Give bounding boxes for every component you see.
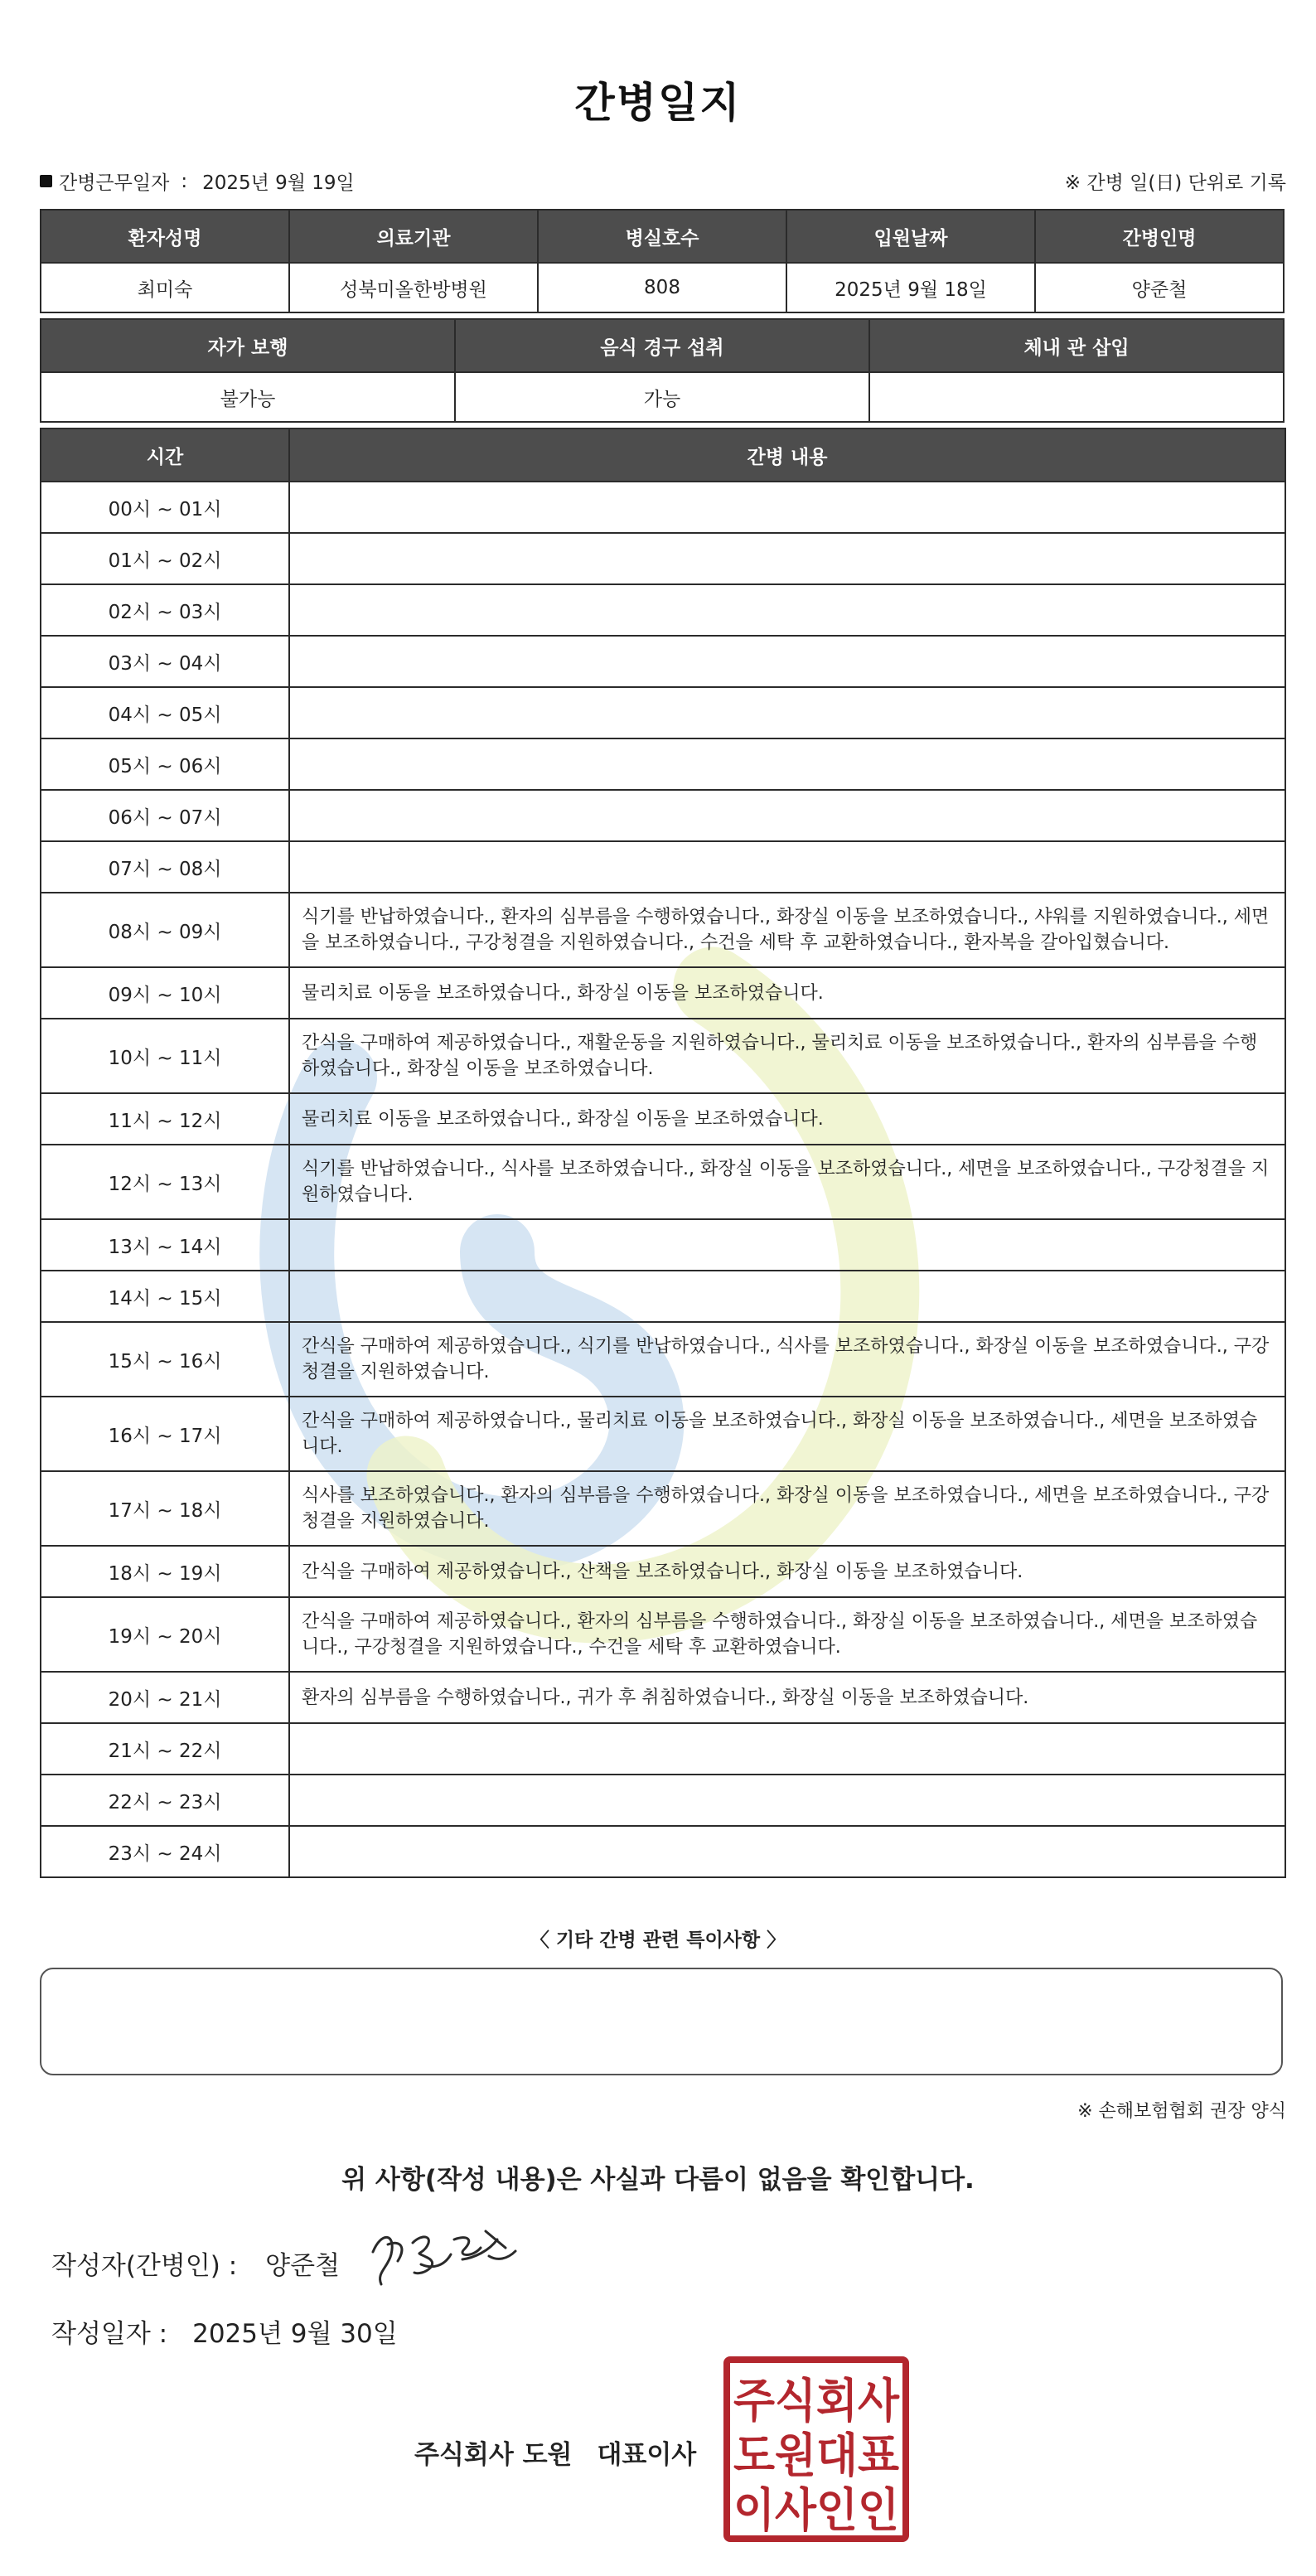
time-cell: 02시 ~ 03시 [41, 584, 289, 636]
time-cell: 19시 ~ 20시 [41, 1597, 289, 1672]
work-date-line [40, 167, 355, 195]
time-cell: 08시 ~ 09시 [41, 893, 289, 967]
form-source-note: ※ 손해보험협회 권장 양식 [1077, 2101, 1286, 2122]
page-title: 간병일지 [574, 79, 742, 127]
written-date-line [51, 2312, 398, 2350]
content-cell [289, 482, 1285, 533]
content-cell [289, 687, 1285, 738]
time-cell: 21시 ~ 22시 [41, 1723, 289, 1775]
header-patient-name: 환자성명 [41, 210, 289, 263]
special-notes-title: 〈 기타 간병 관련 특이사항 〉 [530, 1930, 786, 1951]
time-cell: 00시 ~ 01시 [41, 482, 289, 533]
care-log-table [40, 428, 1286, 1878]
company-name: 주식회사 도원 [414, 2440, 573, 2470]
seal-line-2: 도원대표 [733, 2429, 899, 2483]
time-cell: 04시 ~ 05시 [41, 687, 289, 738]
content-cell: 물리치료 이동을 보조하였습니다., 화장실 이동을 보조하였습니다. [289, 1093, 1285, 1145]
content-cell: 간식을 구매하여 제공하였습니다., 물리치료 이동을 보조하였습니다., 화장실 이동을 보조하였습니다., 세면을 보조하였습니다. [289, 1397, 1285, 1471]
oral-intake-value: 가능 [455, 372, 869, 422]
time-cell: 22시 ~ 23시 [41, 1775, 289, 1826]
writer-line [51, 2244, 340, 2282]
special-notes-box [40, 1968, 1283, 2075]
content-cell [289, 584, 1285, 636]
content-cell [289, 841, 1285, 893]
content-cell: 간식을 구매하여 제공하였습니다., 산책을 보조하였습니다., 화장실 이동을 보조하였습니다. [289, 1546, 1285, 1597]
time-cell: 23시 ~ 24시 [41, 1826, 289, 1877]
content-cell [289, 1826, 1285, 1877]
medical-institution: 성북미올한방병원 [289, 263, 538, 312]
content-cell [289, 738, 1285, 790]
confirmation-statement: 위 사항(작성 내용)은 사실과 다름이 없음을 확인합니다. [341, 2165, 975, 2195]
time-cell: 20시 ~ 21시 [41, 1672, 289, 1723]
time-cell: 01시 ~ 02시 [41, 533, 289, 584]
seal-line-3: 이사인인 [733, 2484, 899, 2538]
content-cell: 식사를 보조하였습니다., 환자의 심부름을 수행하였습니다., 화장실 이동을 보조하였습니다., 세면을 보조하였습니다., 구강청결을 지원하였습니다. [289, 1471, 1285, 1546]
time-cell: 12시 ~ 13시 [41, 1145, 289, 1219]
header-room-number: 병실호수 [538, 210, 786, 263]
signature-image [365, 2215, 522, 2298]
content-cell: 간식을 구매하여 제공하였습니다., 재활운동을 지원하였습니다., 물리치료 이동을 보조하였습니다., 환자의 심부름을 수행하였습니다., 화장실 이동을 보조하였습니다. [289, 1019, 1285, 1093]
writer-name: 양준철 [265, 2251, 341, 2281]
time-cell: 07시 ~ 08시 [41, 841, 289, 893]
content-cell: 물리치료 이동을 보조하였습니다., 화장실 이동을 보조하였습니다. [289, 967, 1285, 1019]
room-number: 808 [538, 263, 786, 312]
header-tube-insertion: 체내 관 삽입 [869, 319, 1284, 372]
caregiver-name: 양준철 [1035, 263, 1284, 312]
work-date-value: 2025년 9월 19일 [202, 172, 355, 194]
header-medical-institution: 의료기관 [289, 210, 538, 263]
patient-info-table [40, 209, 1285, 313]
content-cell [289, 1219, 1285, 1271]
company-seal-stamp [723, 2356, 910, 2543]
patient-name: 최미숙 [41, 263, 289, 312]
header-caregiver-name: 간병인명 [1035, 210, 1284, 263]
time-cell: 09시 ~ 10시 [41, 967, 289, 1019]
company-representative-title: 대표이사 [597, 2440, 697, 2470]
header-time: 시간 [41, 429, 289, 482]
admission-date: 2025년 9월 18일 [786, 263, 1035, 312]
written-date-label: 작성일자 : [51, 2319, 168, 2349]
time-cell: 05시 ~ 06시 [41, 738, 289, 790]
content-cell: 환자의 심부름을 수행하였습니다., 귀가 후 취침하였습니다., 화장실 이동을 보조하였습니다. [289, 1672, 1285, 1723]
time-cell: 06시 ~ 07시 [41, 790, 289, 841]
seal-line-1: 주식회사 [733, 2375, 900, 2428]
tube-insertion-value [869, 372, 1284, 422]
time-cell: 13시 ~ 14시 [41, 1219, 289, 1271]
content-cell [289, 1775, 1285, 1826]
work-date-colon: : [181, 170, 188, 192]
written-date-value: 2025년 9월 30일 [192, 2319, 398, 2349]
work-date-label: 간병근무일자 [59, 172, 170, 194]
unit-note: ※ 간병 일(日) 단위로 기록 [1064, 172, 1286, 194]
content-cell [289, 790, 1285, 841]
self-walking-value: 불가능 [41, 372, 455, 422]
header-care-content: 간병 내용 [289, 429, 1285, 482]
content-cell [289, 533, 1285, 584]
content-cell [289, 1723, 1285, 1775]
time-cell: 03시 ~ 04시 [41, 636, 289, 687]
time-cell: 16시 ~ 17시 [41, 1397, 289, 1471]
content-cell: 식기를 반납하였습니다., 식사를 보조하였습니다., 화장실 이동을 보조하였습니다., 세면을 보조하였습니다., 구강청결을 지원하였습니다. [289, 1145, 1285, 1219]
time-cell: 15시 ~ 16시 [41, 1322, 289, 1397]
content-cell [289, 1271, 1285, 1322]
time-cell: 10시 ~ 11시 [41, 1019, 289, 1093]
patient-status-table [40, 318, 1285, 423]
time-cell: 14시 ~ 15시 [41, 1271, 289, 1322]
content-cell [289, 636, 1285, 687]
company-line [414, 2433, 696, 2471]
content-cell: 간식을 구매하여 제공하였습니다., 환자의 심부름을 수행하였습니다., 화장실 이동을 보조하였습니다., 세면을 보조하였습니다., 구강청결을 지원하였습니다., 수건을 세탁 후 교환하였습니다. [289, 1597, 1285, 1672]
time-cell: 18시 ~ 19시 [41, 1546, 289, 1597]
header-oral-intake: 음식 경구 섭취 [455, 319, 869, 372]
time-cell: 11시 ~ 12시 [41, 1093, 289, 1145]
header-self-walking: 자가 보행 [41, 319, 455, 372]
content-cell: 간식을 구매하여 제공하였습니다., 식기를 반납하였습니다., 식사를 보조하였습니다., 화장실 이동을 보조하였습니다., 구강청결을 지원하였습니다. [289, 1322, 1285, 1397]
square-bullet-icon [40, 175, 52, 187]
header-admission-date: 입원날짜 [786, 210, 1035, 263]
content-cell: 식기를 반납하였습니다., 환자의 심부름을 수행하였습니다., 화장실 이동을 보조하였습니다., 샤워를 지원하였습니다., 세면을 보조하였습니다., 구강청결을 지원하였습니다., 수건을 세탁 후 교환하였습니다., 환자복을 갈아입혔습니다. [289, 893, 1285, 967]
time-cell: 17시 ~ 18시 [41, 1471, 289, 1546]
writer-label: 작성자(간병인) : [51, 2251, 238, 2281]
